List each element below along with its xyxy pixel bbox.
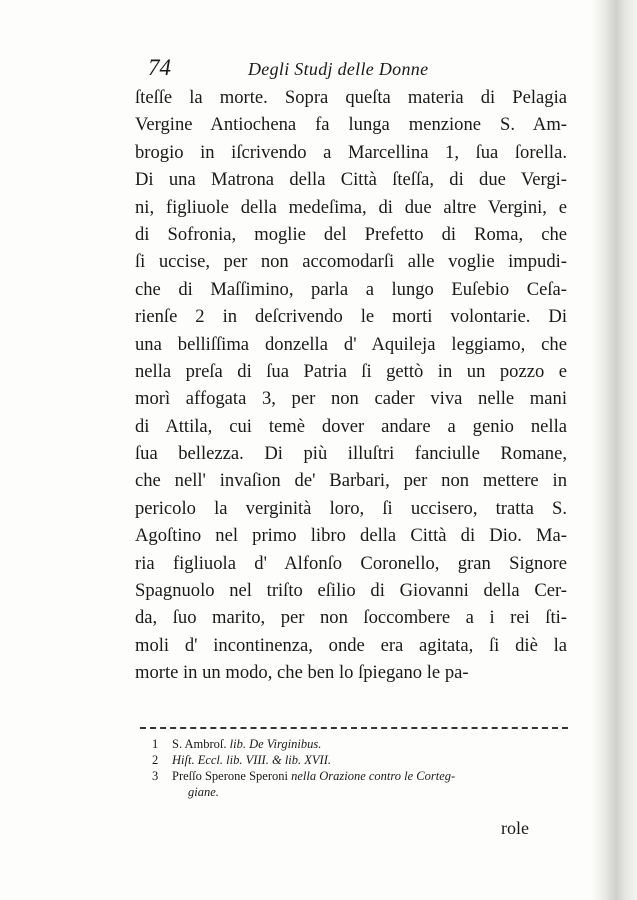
footnote-1 [152,736,552,752]
footnotes [152,736,552,800]
body-text [135,84,567,687]
text-line: Vergine Antiochena fa lunga menzione S. Am- [135,114,567,136]
text-line: ſteſſe la morte. Sopra queſta materia di Pelagia [135,87,567,108]
text-line: una belliſſima donzella d' Aquileja leggiamo, che [135,333,567,355]
text-line: nella preſa di ſua Patria ſi gettò in un pozzo e [135,360,567,382]
text-line: ſi uccise, per non accomodarſi alle voglie impudi- [135,251,567,273]
text-line: morì affogata 3, per non cader viva nelle mani [135,388,567,410]
footnote-number: 3 [152,769,159,783]
text-line: che di Maſſimino, parla a lungo Euſebio Ceſa- [135,278,567,300]
footnote-italic-text: lib. De Virginibus. [229,737,322,751]
text-line: Di una Matrona della Città ſteſſa, di due Vergi- [135,169,567,191]
text-line: Spagnuolo nel triſto eſilio di Giovanni della Cer- [135,580,567,602]
page-number: 74 [148,55,171,80]
footnote-number: 1 [152,737,159,751]
text-line: ria figliuola d' Alfonſo Coronello, gran Signore [135,552,567,574]
footnote-text: Preſſo Sperone Speroni [172,769,288,783]
footnote-divider [140,727,568,729]
text-line: di Sofronia, moglie del Prefetto di Roma, che [135,223,567,245]
footnote-italic-text: nella Orazione contro le Corteg- [291,769,456,783]
running-title: Degli Studj delle Donne [248,59,429,79]
text-line: che nell' invaſion de' Barbari, per non mettere in [135,470,567,492]
footnote-number: 2 [152,753,159,767]
footnote-3-continuation: giane. [188,785,219,799]
text-line: brogio in iſcrivendo a Marcellina 1, ſua ſorella. [135,141,567,163]
text-line: da, ſuo marito, per non ſoccombere a i rei ſti- [135,607,567,629]
page-edge-shadow [591,0,637,900]
text-line: ni, figliuole della medeſima, di due altre Vergini, e [135,196,567,218]
text-line: pericolo la verginità loro, ſi uccisero, tratta S. [135,497,567,519]
text-line: di Attila, cui temè dover andare a genio nella [135,415,567,437]
page-header [148,55,468,85]
text-line: rienſe 2 in deſcrivendo le morti volontarie. Di [135,306,567,328]
text-line: moli d' incontinenza, onde era agitata, ſi diè la [135,634,567,656]
footnote-3 [152,768,552,784]
footnote-text: Hiſt. Eccl. lib. VIII. & lib. XVII. [172,753,331,767]
footnote-2 [152,752,552,768]
footnote-text: S. Ambroſ. [172,737,227,751]
text-line: ſua bellezza. Di più illuſtri fanciulle Romane, [135,443,567,465]
text-line: morte in un modo, che ben lo ſpiegano le pa- [135,662,469,684]
catchword: role [501,818,529,838]
text-line: Agoſtino nel primo libro della Città di Dio. Ma- [135,525,567,547]
